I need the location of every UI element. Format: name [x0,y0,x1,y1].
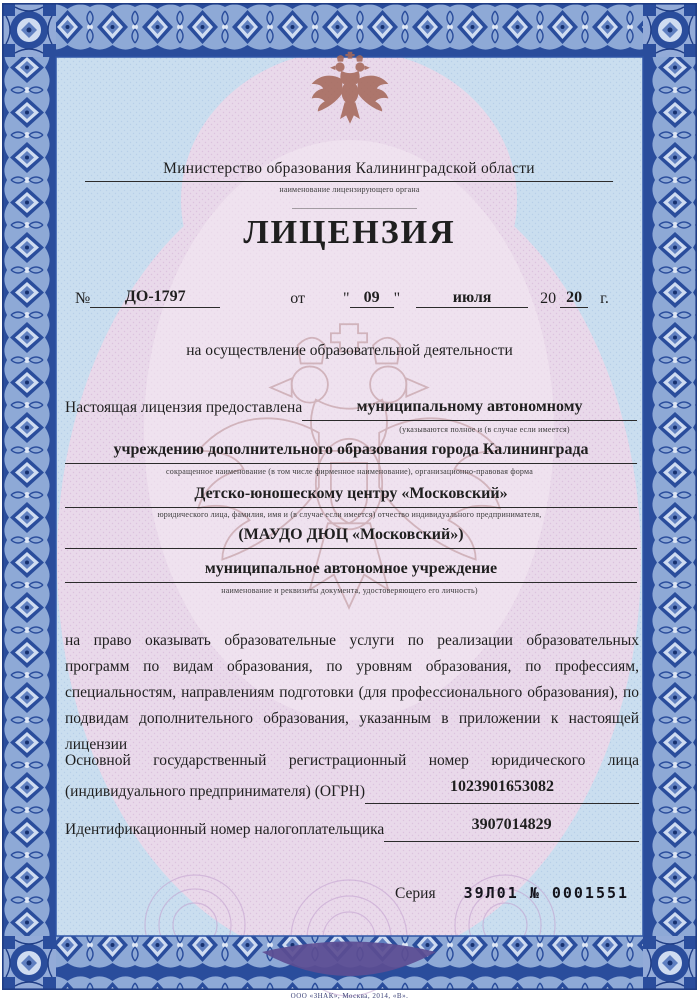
series-label: Серия [395,885,436,902]
issue-month: июля [416,289,528,308]
day-quote-open: " [343,290,350,307]
issuing-authority-caption: наименование лицензирующего органа [279,185,420,194]
printer-imprint: ООО «ЗНАК», Москва, 2014, «В». [290,992,409,1000]
grantee-line3: Детско-юношескому центру «Московский» [65,485,637,508]
issue-year: 20 [560,289,588,308]
inn-value: 3907014829 [471,816,552,833]
series-row [395,884,629,903]
grantee-line1: муниципальному автономному [302,398,637,421]
issuing-authority: Министерство образования Калининградской области [85,160,613,182]
ogrn-label-line1: Основной государственный регистрационный номер юридического лица [65,752,639,769]
year-suffix: г. [600,290,609,307]
day-quote-close: " [393,290,401,307]
series-value: 39Л01 № 0001551 [463,884,630,902]
ogrn-row [65,778,639,804]
document-title: ЛИЦЕНЗИЯ [243,214,456,251]
ogrn-value-line [365,778,639,804]
rights-paragraph: на право оказывать образовательные услуги по реализации образовательных программ по видам образования, по уровням образования, по профессиям, специальностям, направлениям подготовки (для профессионального образования), по подвидам дополнительного образования, указанным в приложении к настоящей лицензии [65,632,639,753]
grantee-row [65,398,637,421]
license-number-row [75,288,637,308]
grantee-label: Настоящая лицензия предоставлена [65,399,303,416]
license-number-value: ДО-1797 [90,288,220,308]
ogrn-label-line2: (индивидуального предпринимателя) (ОГРН) [65,783,366,800]
from-label: от [290,290,306,307]
grantee-line5: муниципальное автономное учреждение [65,560,637,583]
grantee-line2: учреждению дополнительного образования города Калининграда [65,441,637,464]
grantee-caption-3: юридического лица, фамилия, имя и (в случае если имеется) отчество индивидуального предпринимателя, [157,510,542,519]
ogrn-value: 1023901653082 [450,778,554,795]
activity-subtitle: на осуществление образовательной деятельности [186,342,513,359]
year-prefix: 20 [540,290,557,307]
inn-value-line [384,816,639,842]
inn-row [65,816,639,842]
number-sign: № [75,290,91,307]
grantee-caption-1: (указываются полное и (в случае если имеется) [399,425,570,434]
inn-label: Идентификационный номер налогоплательщика [65,821,385,838]
decorative-rule [292,208,417,209]
grantee-caption-5: наименование и реквизиты документа, удостоверяющего его личность) [221,586,478,595]
grantee-line4: (МАУДО ДЮЦ «Московский») [65,526,637,549]
grantee-caption-2: сокращенное наименование (в том числе фирменное наименование), организационно-правовая форма [166,467,533,476]
issue-day: 09 [350,289,394,308]
